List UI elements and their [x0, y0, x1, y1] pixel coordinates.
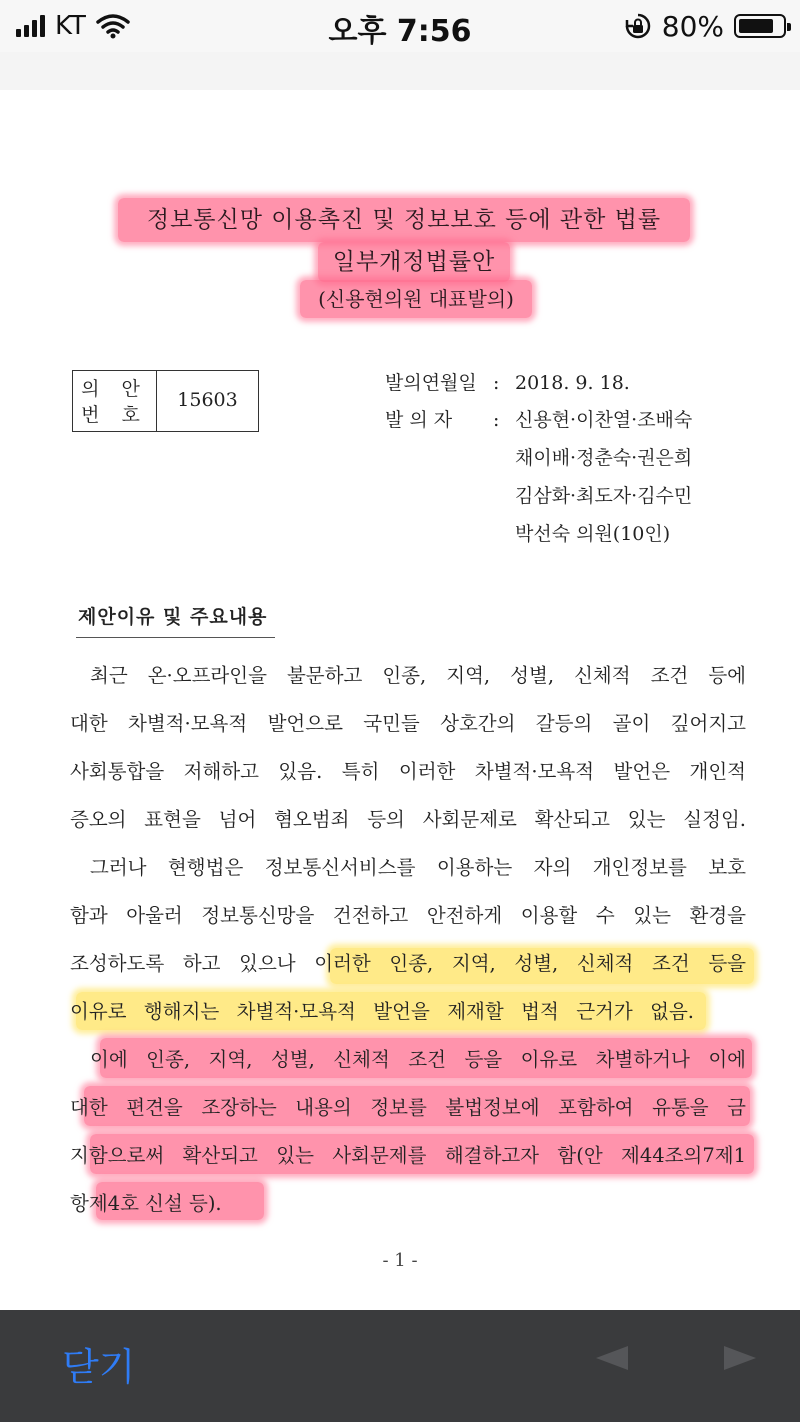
previous-page-icon[interactable]	[596, 1346, 628, 1370]
carrier-name: KT	[55, 11, 86, 41]
bill-number-box	[72, 370, 259, 432]
body-line: 항제4호 신설 등).	[70, 1192, 222, 1215]
body-line: 함과 아울러 정보통신망을 건전하고 안전하게 이용할 수 있는 환경을	[70, 904, 746, 927]
close-button[interactable]: 닫기	[62, 1345, 136, 1389]
bill-title: 정보통신망 이용촉진 및 정보보호 등에 관한 법률	[118, 198, 690, 242]
section-title: 제안이유 및 주요내용	[76, 602, 275, 638]
body-line: 지함으로써 확산되고 있는 사회문제를 해결하고자 함(안 제44조의7제1	[70, 1144, 746, 1167]
date-value: 2018. 9. 18.	[515, 372, 630, 394]
body-line: 이에 인종, 지역, 성별, 신체적 조건 등을 이유로 차별하거나 이에	[90, 1048, 746, 1071]
page-number: - 1 -	[382, 1250, 418, 1271]
bill-sponsor: (신용현의원 대표발의)	[300, 280, 532, 318]
body-line: 증오의 표현을 넘어 혐오범죄 등의 사회문제로 확산되고 있는 실정임.	[70, 808, 746, 831]
proposer-line: 김삼화·최도자·김수민	[515, 485, 693, 507]
bill-number-label: 의 안 번 호	[73, 371, 157, 431]
proposer-line: 신용현·이찬열·조배숙	[515, 409, 693, 431]
body-line: 사회통합을 저해하고 있음. 특히 이러한 차별적·모욕적 발언은 개인적	[70, 760, 746, 783]
bill-subtitle: 일부개정법률안	[318, 242, 510, 282]
body-line: 이유로 행해지는 차별적·모욕적 발언을 제재할 법적 근거가 없음.	[70, 1000, 694, 1023]
document-page[interactable]: 정보통신망 이용촉진 및 정보보호 등에 관한 법률 일부개정법률안 (신용현의원 대표발의) 의 안 번 호 15603 발의연월일 : 2018. 9. 18. 발 의 자 : 신용현·이찬열·조배숙 채이배·정춘숙·권은희 김삼화·최도자·김수민 박선숙 의원(10인) 제안이유 및 주요내용 최근 온·오프라인을 불문하고 인종, 지역, 성별, 신체적 조건 등에 대한 차별적·모욕적 발언으로 국민들 상호간의 갈등의 골이 깊어지고 사회통합을 저해하고 있음. 특히 이러한 차별적·모욕적 발언은 개인적 증오의 표현을 넘어 혐오범죄 등의 사회문제로 확산되고 있는 실정임. 그러나 현행법은 정보통신서비스를 이용하는 자의 개인정보를 보호 함과 아울러 정보통신망을 건전하고 안전하게 이용할 수 있는 환경을 조성하도록 하고 있으나 이러한 인종, 지역, 성별, 신체적 조건 등을 이유로 행해지는 차별적·모욕적 발언을 제재할 법적 근거가 없음. 이에 인종, 지역, 성별, 신체적 조건 등을 이유로 차별하거나 이에 대한 편견을 조장하는 내용의 정보를 불법정보에 포함하여 유통을 금 지함으로써 확산되고 있는 사회문제를 해결하고자 함(안 제44조의7제1 항제4호 신설 등). - 1 -	[0, 90, 800, 1310]
body-line: 대한 편견을 조장하는 내용의 정보를 불법정보에 포함하여 유통을 금	[70, 1096, 746, 1119]
bill-number: 15603	[177, 389, 238, 411]
battery-percentage: 80%	[661, 9, 724, 43]
status-bar	[0, 0, 800, 52]
clock: 오후 7:56	[328, 14, 472, 49]
body-line: 그러나 현행법은 정보통신서비스를 이용하는 자의 개인정보를 보호	[90, 856, 746, 879]
next-page-icon[interactable]	[724, 1346, 756, 1370]
date-label: 발의연월일	[385, 372, 477, 394]
body-line: 대한 차별적·모욕적 발언으로 국민들 상호간의 갈등의 골이 깊어지고	[70, 712, 746, 735]
battery-icon	[734, 14, 786, 38]
body-line: 최근 온·오프라인을 불문하고 인종, 지역, 성별, 신체적 조건 등에	[90, 664, 746, 687]
proposer-line: 박선숙 의원(10인)	[515, 523, 671, 545]
status-right	[624, 8, 786, 44]
viewer-top-strip	[0, 52, 800, 91]
body-line: 조성하도록 하고 있으나 이러한 인종, 지역, 성별, 신체적 조건 등을	[70, 952, 746, 975]
proposer-line: 채이배·정춘숙·권은희	[515, 447, 693, 469]
bottom-toolbar	[0, 1310, 800, 1422]
battery-fill	[739, 19, 773, 33]
rotation-lock-icon	[624, 12, 652, 40]
proposer-label: 발 의 자	[385, 409, 453, 431]
